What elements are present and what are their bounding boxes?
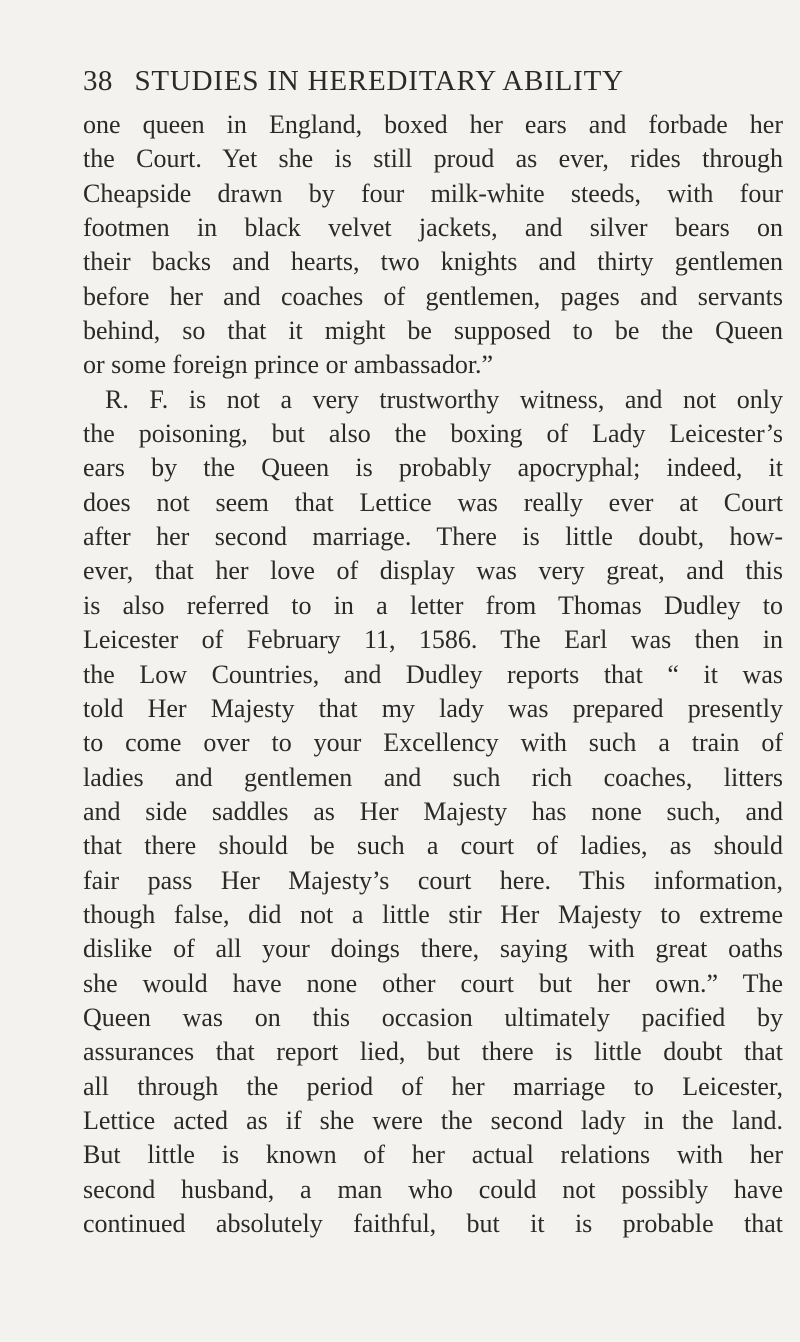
- text-line: the Low Countries, and Dudley reports that “ it was: [83, 659, 783, 689]
- text-line: all through the period of her marriage to Leicester,: [83, 1071, 783, 1101]
- running-title: STUDIES IN HEREDITARY ABILITY: [134, 65, 624, 97]
- text-line: or some foreign prince or ambassador.”: [83, 350, 494, 380]
- text-line: continued absolutely faithful, but it is probable that: [83, 1209, 783, 1238]
- text-line: before her and coaches of gentlemen, pages and servants: [83, 281, 783, 311]
- text-line: R. F. is not a very trustworthy witness, and not only: [105, 384, 783, 414]
- text-line: ladies and gentlemen and such rich coaches, litters: [83, 762, 783, 792]
- text-line: dislike of all your doings there, saying with great oaths: [83, 934, 783, 964]
- text-line: assurances that report lied, but there is little doubt that: [83, 1037, 783, 1067]
- text-line: But little is known of her actual relations with her: [83, 1140, 783, 1170]
- text-line: is also referred to in a letter from Thomas Dudley to: [83, 590, 783, 620]
- text-line: their backs and hearts, two knights and thirty gentlemen: [83, 247, 783, 277]
- text-line: that there should be such a court of ladies, as should: [83, 831, 783, 861]
- text-line: behind, so that it might be supposed to be the Queen: [83, 316, 783, 346]
- text-line: the Court. Yet she is still proud as ever, rides through: [83, 144, 783, 174]
- text-line: ears by the Queen is probably apocryphal; indeed, it: [83, 453, 783, 483]
- text-line: Lettice acted as if she were the second lady in the land.: [83, 1105, 783, 1135]
- body-text: [83, 108, 783, 1241]
- text-line: told Her Majesty that my lady was prepared presently: [83, 693, 783, 723]
- text-line: Cheapside drawn by four milk-white steeds, with four: [83, 178, 783, 208]
- text-line: one queen in England, boxed her ears and forbade her: [83, 110, 783, 139]
- text-line: Leicester of February 11, 1586. The Earl was then in: [83, 625, 783, 655]
- text-line: after her second marriage. There is little doubt, how-: [83, 522, 783, 552]
- text-line: and side saddles as Her Majesty has none such, and: [83, 796, 783, 826]
- text-line: Queen was on this occasion ultimately pacified by: [83, 1002, 783, 1032]
- text-line: though false, did not a little stir Her Majesty to extreme: [83, 899, 783, 929]
- text-line: ever, that her love of display was very great, and this: [83, 556, 783, 586]
- text-line: fair pass Her Majesty’s court here. This information,: [83, 865, 783, 895]
- text-line: footmen in black velvet jackets, and silver bears on: [83, 213, 783, 243]
- text-line: second husband, a man who could not possibly have: [83, 1174, 783, 1204]
- text-line: the poisoning, but also the boxing of Lady Leicester’s: [83, 419, 783, 449]
- text-line: to come over to your Excellency with such a train of: [83, 728, 783, 758]
- text-line: does not seem that Lettice was really ever at Court: [83, 487, 783, 517]
- page-number: 38: [83, 65, 113, 97]
- text-line: she would have none other court but her own.” The: [83, 968, 783, 998]
- running-head: [83, 59, 763, 103]
